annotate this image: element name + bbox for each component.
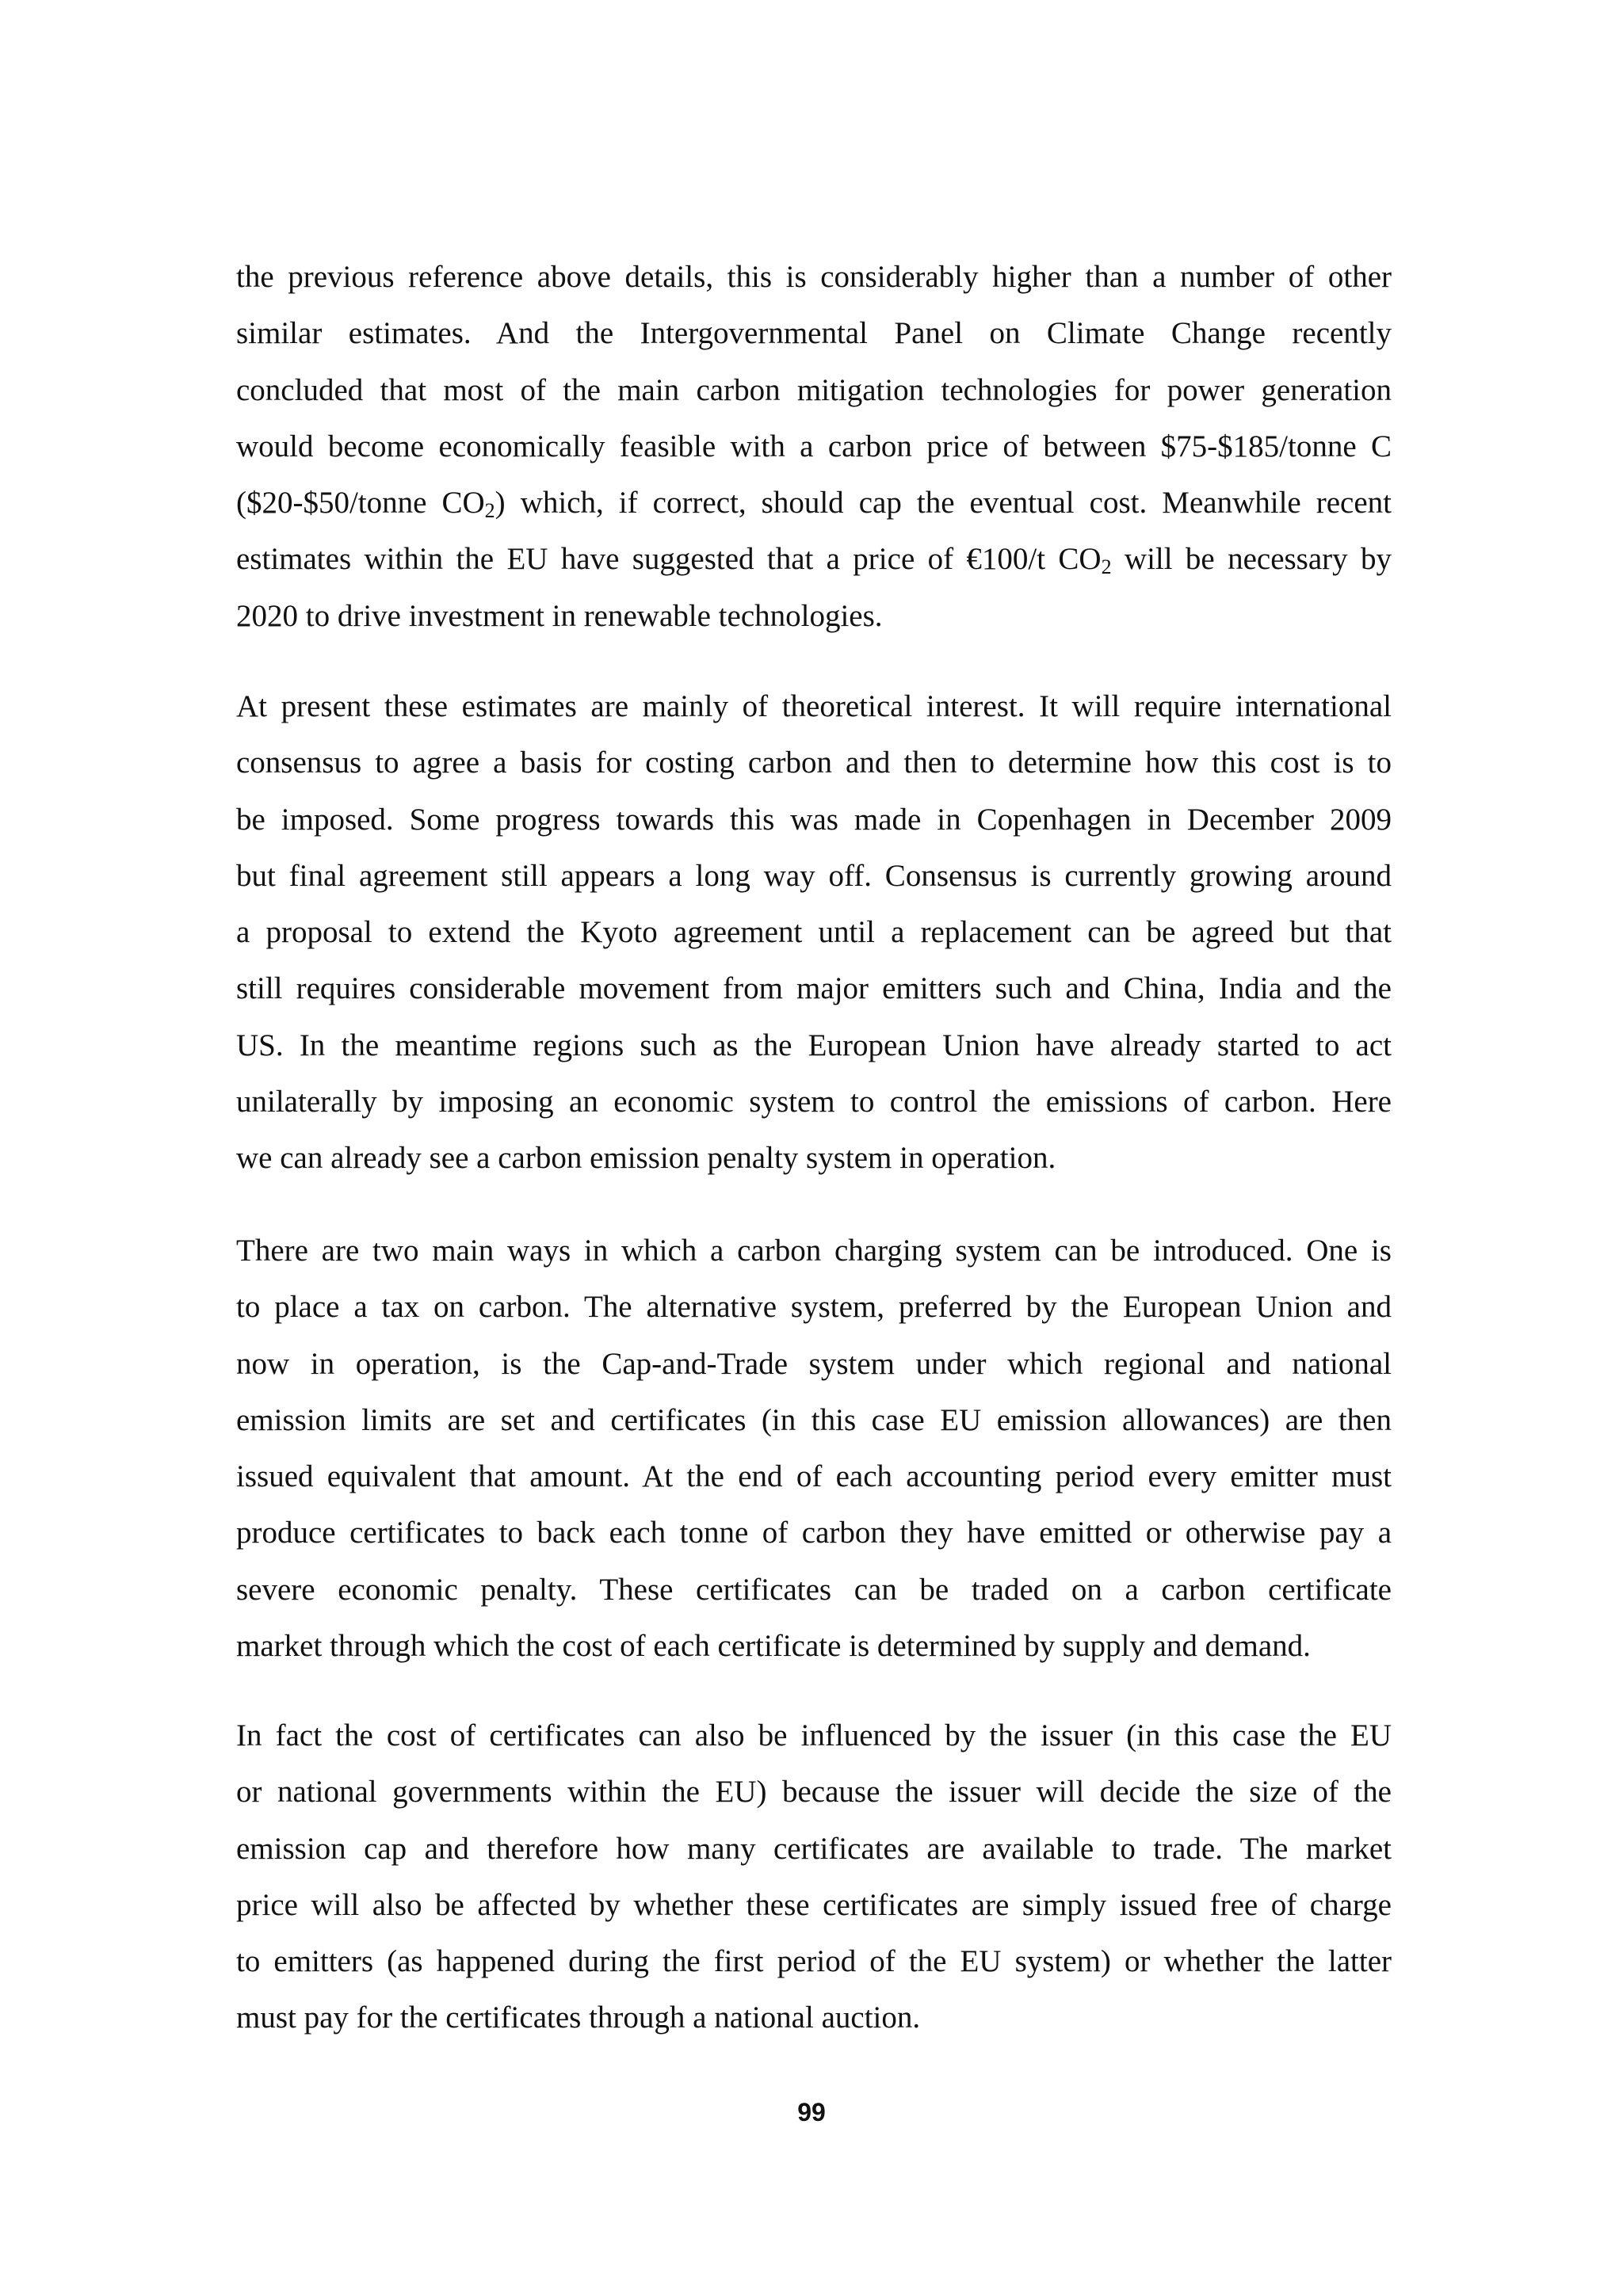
text-line: price will also be affected by whether these certificates are simply issued free of charge [236,1887,1392,1922]
text-line: now in operation, is the Cap-and-Trade system under which regional and national [236,1346,1392,1381]
text-line: still requires considerable movement from major emitters such and China, India and the [236,971,1392,1006]
subscript: 2 [484,499,495,523]
text-line: There are two main ways in which a carbon charging system can be introduced. One is [236,1234,1392,1268]
text-line: emission limits are set and certificates (in this case EU emission allowances) are then [236,1402,1392,1437]
text-segment: will be necessary by [1111,542,1392,577]
text-line: be imposed. Some progress towards this was made in Copenhagen in December 2009 [236,802,1392,837]
text-line: emission cap and therefore how many certificates are available to trade. The market [236,1831,1392,1866]
page-number: 99 [797,2098,826,2126]
text-line: market through which the cost of each certificate is determined by supply and demand. [236,1629,1311,1664]
text-line: would become economically feasible with a carbon price of between $75-$185/tonne C [236,429,1392,463]
text-line: we can already see a carbon emission penalty system in operation. [236,1141,1056,1176]
text-line: concluded that most of the main carbon mitigation technologies for power generation [236,372,1392,407]
text-line: or national governments within the EU) because the issuer will decide the size of the [236,1775,1392,1810]
text-line: In fact the cost of certificates can also be influenced by the issuer (in this case the EU [236,1718,1392,1753]
text-line: severe economic penalty. These certificates can be traded on a carbon certificate [236,1572,1392,1607]
text-line: At present these estimates are mainly of theoretical interest. It will require international [236,689,1392,723]
text-line: a proposal to extend the Kyoto agreement until a replacement can be agreed but that [236,915,1392,950]
text-segment: estimates within the EU have suggested that a price of €100/t CO [236,542,1102,577]
text-line: unilaterally by imposing an economic system to control the emissions of carbon. Here [236,1085,1392,1119]
paragraph-1 [236,249,1392,644]
text-segment: ($20-$50/tonne CO [236,486,485,521]
text-line: 2020 to drive investment in renewable technologies. [236,598,883,633]
text-line: US. In the meantime regions such as the European Union have already started to act [236,1028,1392,1062]
text-line [236,531,1392,587]
text-line: must pay for the certificates through a national auction. [236,2000,921,2035]
text-line: but final agreement still appears a long way off. Consensus is currently growing around [236,858,1392,893]
text-line: consensus to agree a basis for costing carbon and then to determine how this cost is to [236,746,1392,780]
text-line: the previous reference above details, this is considerably higher than a number of other [236,260,1392,294]
paragraph-4 [236,1707,1392,2046]
subscript: 2 [1101,555,1112,579]
text-line: to place a tax on carbon. The alternative system, preferred by the European Union and [236,1290,1392,1325]
text-line: similar estimates. And the Intergovernmental Panel on Climate Change recently [236,316,1392,351]
text-line: to emitters (as happened during the first period of the EU system) or whether the latter [236,1944,1392,1979]
text-line [236,475,1392,531]
paragraph-3 [236,1222,1392,1674]
paragraph-2 [236,678,1392,1187]
text-segment: ) which, if correct, should cap the eventual cost. Meanwhile recent [495,486,1392,521]
text-line: issued equivalent that amount. At the end of each accounting period every emitter must [236,1459,1392,1494]
text-line: produce certificates to back each tonne of carbon they have emitted or otherwise pay a [236,1516,1392,1550]
